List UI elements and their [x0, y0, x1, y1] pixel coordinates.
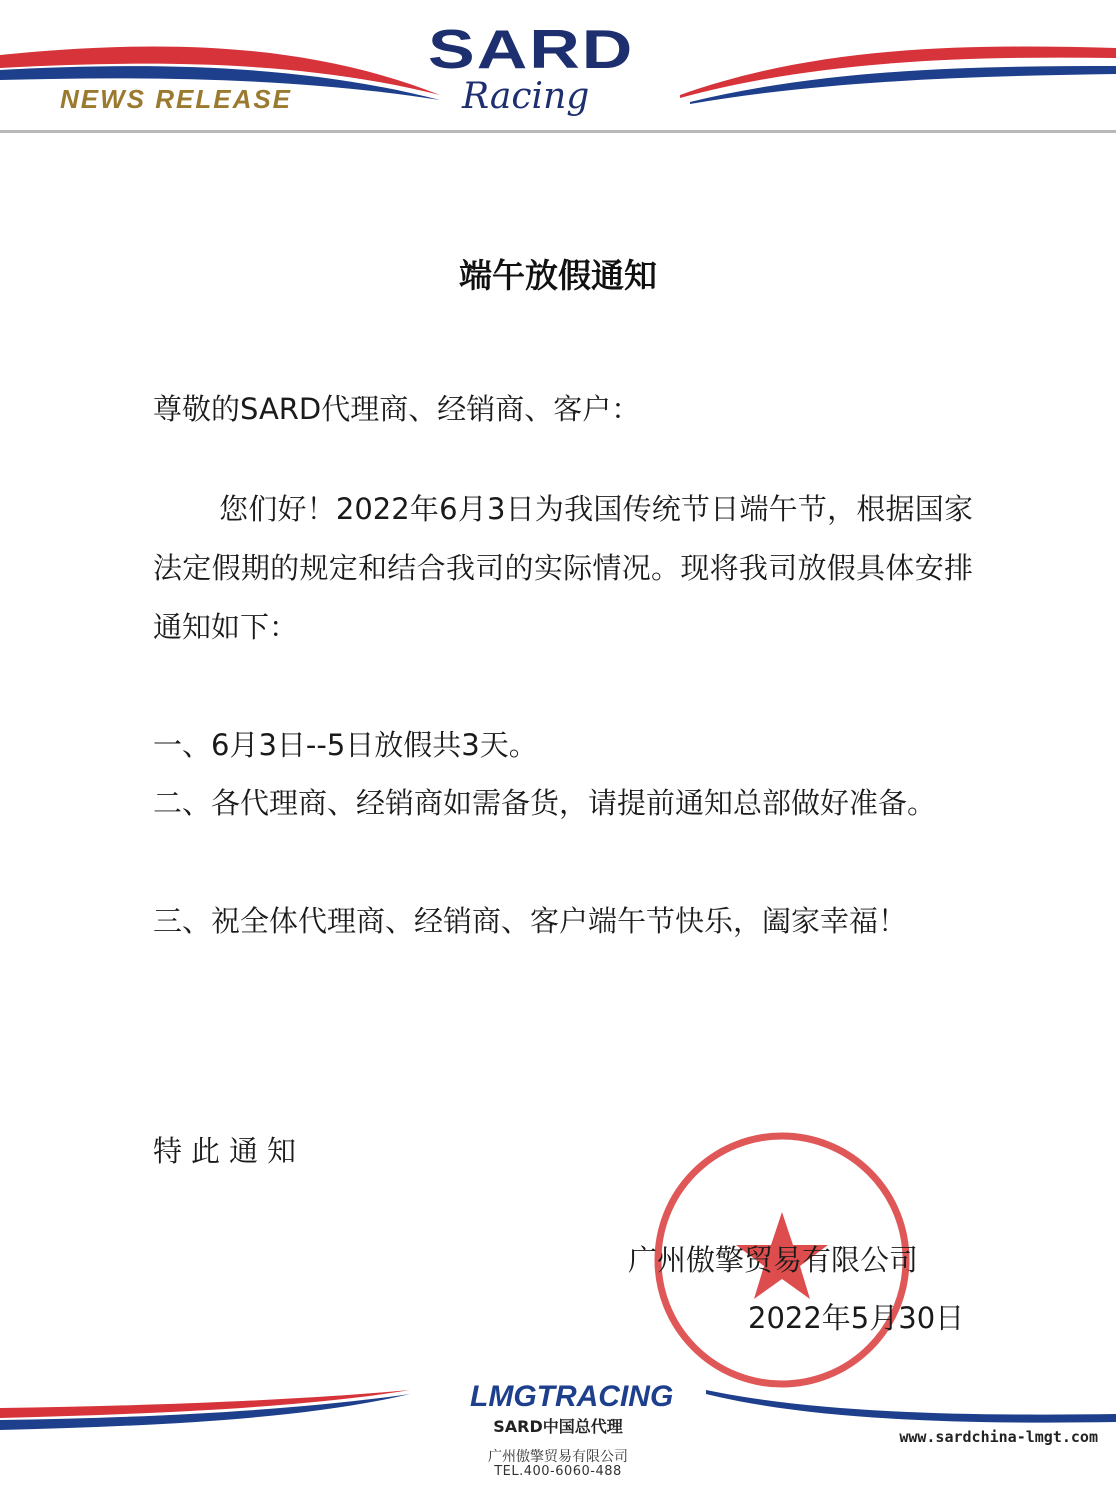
closing-text: 特此通知: [153, 1134, 306, 1168]
racing-script-logo: Racing: [462, 76, 590, 117]
list-item: 三、祝全体代理商、经销商、客户端午节快乐，阖家幸福！: [153, 904, 908, 938]
document-title: 端午放假通知: [459, 256, 657, 295]
lmgt-subtitle: SARD中国总代理: [493, 1417, 623, 1436]
signer-date: 2022年5月30日: [748, 1301, 965, 1335]
salutation: 尊敬的SARD代理商、经销商、客户：: [153, 392, 641, 426]
lmgt-logo: LMGTRACING: [470, 1380, 674, 1413]
body-paragraph: 您们好！2022年6月3日为我国传统节日端午节，根据国家法定假期的规定和结合我司的实际情况。现将我司放假具体安排通知如下：: [153, 492, 973, 644]
footer-tel: TEL.400-6060-488: [494, 1464, 622, 1479]
sard-logo: SARD: [428, 18, 635, 80]
news-release-label: NEWS RELEASE: [60, 84, 293, 114]
signer-company: 广州傲擎贸易有限公司: [628, 1243, 919, 1277]
list-item: 一、6月3日--5日放假共3天。: [153, 728, 538, 762]
footer-company: 广州傲擎贸易有限公司: [488, 1449, 628, 1465]
list-item: 二、各代理商、经销商如需备货，请提前通知总部做好准备。: [153, 786, 937, 820]
footer-website[interactable]: www.sardchina-lmgt.com: [899, 1428, 1098, 1446]
